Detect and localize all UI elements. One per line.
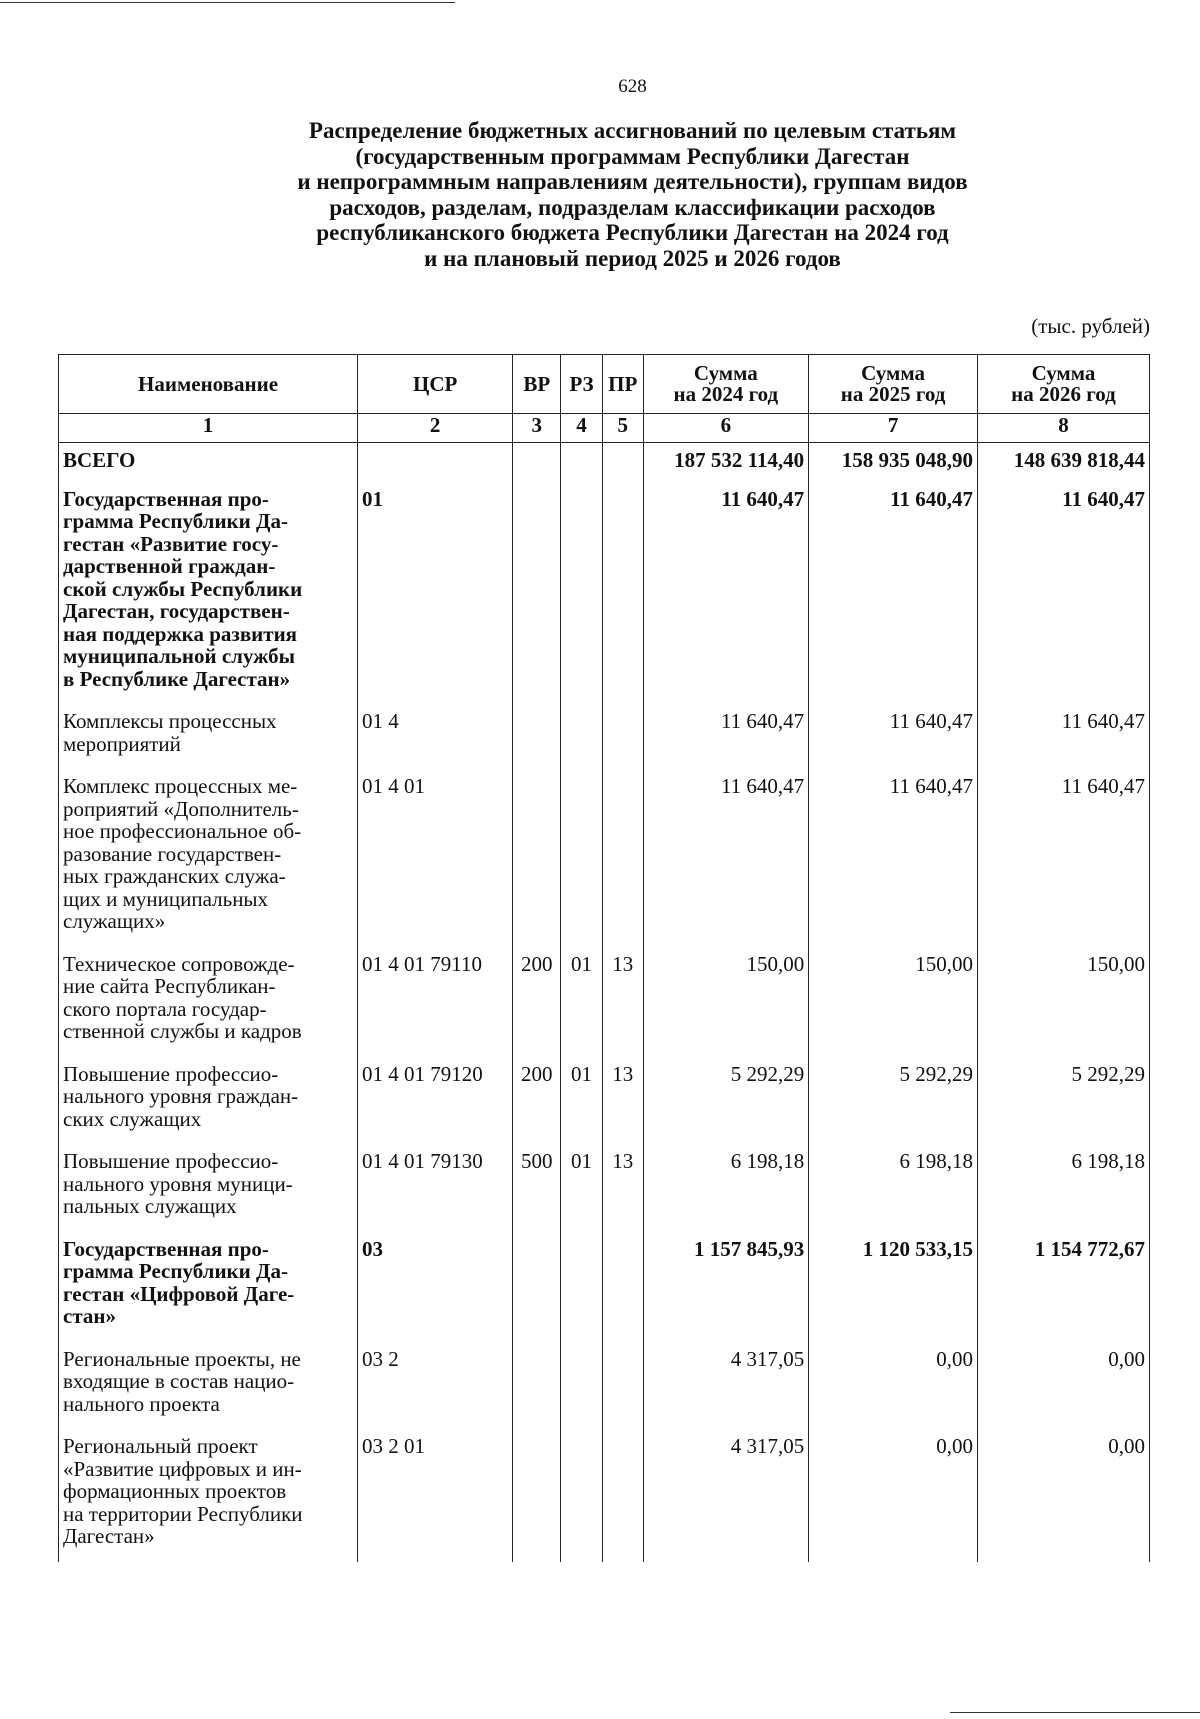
row-name bbox=[59, 1144, 358, 1232]
row-pr bbox=[602, 1232, 643, 1342]
table-row bbox=[59, 482, 1150, 705]
title-line: расходов, разделам, подразделам классификации расходов bbox=[329, 194, 936, 220]
row-sum-2024: 11 640,47 bbox=[643, 769, 809, 947]
row-sum-2025: 11 640,47 bbox=[809, 704, 978, 769]
row-csr: 03 2 01 bbox=[358, 1429, 513, 1562]
row-vr bbox=[513, 1232, 561, 1342]
column-number: 8 bbox=[977, 414, 1149, 443]
row-name bbox=[59, 482, 358, 705]
header-sum-2026-line2: на 2026 год bbox=[1011, 382, 1116, 406]
row-pr bbox=[602, 1429, 643, 1562]
row-name-line: ние сайта Республикан- bbox=[63, 974, 276, 998]
row-name-line: «Развитие цифровых и ин- bbox=[63, 1456, 302, 1481]
row-name-line: Государственная про- bbox=[63, 1236, 269, 1261]
row-sum-2026: 150,00 bbox=[977, 947, 1149, 1057]
row-sum-2025: 6 198,18 bbox=[809, 1144, 978, 1232]
row-sum-2025: 0,00 bbox=[809, 1342, 978, 1430]
row-sum-2024: 150,00 bbox=[643, 947, 809, 1057]
row-rz: 01 bbox=[561, 947, 603, 1057]
row-name-line: служащих» bbox=[63, 909, 166, 933]
header-sum-2025 bbox=[809, 355, 978, 414]
row-rz bbox=[561, 1232, 603, 1342]
row-vr: 200 bbox=[513, 947, 561, 1057]
column-number: 2 bbox=[358, 414, 513, 443]
row-name-line: ского портала государ- bbox=[63, 996, 267, 1021]
column-number: 1 bbox=[59, 414, 358, 443]
title-line: (государственным программам Республики Дагестан bbox=[355, 143, 910, 169]
row-sum-2025: 5 292,29 bbox=[809, 1057, 978, 1145]
header-pr: ПР bbox=[602, 355, 643, 414]
row-name-line: грамма Республики Да- bbox=[63, 509, 288, 533]
row-name-line: Повышение профессио- bbox=[63, 1061, 279, 1086]
row-sum-2025: 150,00 bbox=[809, 947, 978, 1057]
row-name-line: Повышение профессио- bbox=[63, 1149, 279, 1173]
row-name-line: ная поддержка развития bbox=[63, 621, 298, 646]
row-sum-2026: 1 154 772,67 bbox=[977, 1232, 1149, 1342]
title-line: и непрограммным направлениям деятельности), группам видов bbox=[297, 169, 968, 194]
column-number-row bbox=[59, 414, 1150, 443]
row-pr: 13 bbox=[602, 947, 643, 1057]
bottom-edge-rule bbox=[950, 1712, 1200, 1713]
row-pr bbox=[602, 482, 643, 705]
header-sum-2025-line2: на 2025 год bbox=[840, 382, 946, 406]
row-name bbox=[59, 947, 358, 1057]
total-row bbox=[59, 443, 1150, 482]
row-name-line: нального проекта bbox=[63, 1391, 220, 1416]
table-row bbox=[59, 769, 1150, 947]
row-name-line: разование государствен- bbox=[63, 841, 282, 866]
row-name-line: нального уровня граждан- bbox=[63, 1084, 299, 1108]
row-csr: 01 4 01 79130 bbox=[358, 1144, 513, 1232]
budget-table bbox=[58, 354, 1150, 1562]
row-rz bbox=[561, 1342, 603, 1430]
table-row bbox=[59, 704, 1150, 769]
header-vr: ВР bbox=[513, 355, 561, 414]
row-name-line: формационных проектов bbox=[63, 1479, 287, 1503]
column-number: 7 bbox=[809, 414, 978, 443]
table-row bbox=[59, 1232, 1150, 1342]
row-name-line: ственной службы и кадров bbox=[63, 1019, 302, 1043]
row-csr: 03 2 bbox=[358, 1342, 513, 1430]
total-sum-2025: 158 935 048,90 bbox=[809, 443, 978, 482]
row-name bbox=[59, 1429, 358, 1562]
row-pr: 13 bbox=[602, 1057, 643, 1145]
row-name-line: щих и муниципальных bbox=[63, 886, 269, 911]
column-number: 3 bbox=[513, 414, 561, 443]
header-sum-2024 bbox=[643, 355, 809, 414]
header-sum-2026-line1: Сумма bbox=[1031, 361, 1096, 385]
title-line: Распределение бюджетных ассигнований по целевым статьям bbox=[308, 118, 957, 143]
title-line: республиканского бюджета Республики Дагестан на 2024 год bbox=[316, 220, 949, 245]
header-sum-2024-line1: Сумма bbox=[693, 361, 758, 385]
row-name-line: Государственная про- bbox=[63, 486, 269, 511]
row-csr: 01 4 01 bbox=[358, 769, 513, 947]
row-name-line: муниципальной службы bbox=[63, 644, 295, 668]
total-label: ВСЕГО bbox=[59, 443, 358, 482]
row-pr bbox=[602, 704, 643, 769]
row-sum-2025: 0,00 bbox=[809, 1429, 978, 1562]
row-pr bbox=[602, 769, 643, 947]
row-name-line: стан» bbox=[63, 1304, 116, 1328]
row-rz bbox=[561, 482, 603, 705]
row-name-line: входящие в состав нацио- bbox=[63, 1369, 295, 1393]
row-name bbox=[59, 704, 358, 769]
column-number: 6 bbox=[643, 414, 809, 443]
header-name: Наименование bbox=[59, 355, 358, 414]
row-vr bbox=[513, 482, 561, 705]
row-sum-2026: 11 640,47 bbox=[977, 769, 1149, 947]
units-label: (тыс. рублей) bbox=[1031, 314, 1150, 338]
row-sum-2026: 0,00 bbox=[977, 1429, 1149, 1562]
row-rz bbox=[561, 1429, 603, 1562]
header-sum-2024-line2: на 2024 год bbox=[673, 382, 779, 406]
row-name-line: ской службы Республики bbox=[63, 576, 303, 601]
row-vr: 200 bbox=[513, 1057, 561, 1145]
row-name-line: ских служащих bbox=[63, 1106, 202, 1131]
table-row bbox=[59, 1342, 1150, 1430]
row-name-line: на территории Республики bbox=[63, 1501, 303, 1526]
row-vr bbox=[513, 1429, 561, 1562]
row-name-line: мероприятий bbox=[63, 731, 181, 756]
row-sum-2024: 11 640,47 bbox=[643, 482, 809, 705]
row-name-line: гестан «Развитие госу- bbox=[63, 531, 279, 556]
row-name-line: нального уровня муници- bbox=[63, 1171, 293, 1196]
row-name-line: Техническое сопровожде- bbox=[63, 951, 295, 976]
row-name bbox=[59, 769, 358, 947]
row-sum-2024: 6 198,18 bbox=[643, 1144, 809, 1232]
row-vr bbox=[513, 1342, 561, 1430]
row-name-line: гестан «Цифровой Даге- bbox=[63, 1281, 295, 1306]
row-sum-2025: 11 640,47 bbox=[809, 482, 978, 705]
row-sum-2026: 5 292,29 bbox=[977, 1057, 1149, 1145]
row-csr: 01 4 bbox=[358, 704, 513, 769]
row-name-line: пальных служащих bbox=[63, 1194, 237, 1218]
column-number: 4 bbox=[561, 414, 603, 443]
row-vr bbox=[513, 704, 561, 769]
row-pr bbox=[602, 1342, 643, 1430]
row-name-line: Комплекс процессных ме- bbox=[63, 774, 298, 798]
row-name-line: ных гражданских служа- bbox=[63, 864, 286, 888]
row-rz bbox=[561, 704, 603, 769]
row-sum-2026: 6 198,18 bbox=[977, 1144, 1149, 1232]
header-sum-2026 bbox=[977, 355, 1149, 414]
row-name-line: грамма Республики Да- bbox=[63, 1259, 288, 1283]
table-row bbox=[59, 1429, 1150, 1562]
row-name-line: роприятий «Дополнитель- bbox=[63, 796, 299, 821]
row-csr: 01 bbox=[358, 482, 513, 705]
row-name-line: дарственной граждан- bbox=[63, 554, 276, 578]
row-rz: 01 bbox=[561, 1144, 603, 1232]
row-rz: 01 bbox=[561, 1057, 603, 1145]
row-pr: 13 bbox=[602, 1144, 643, 1232]
row-sum-2024: 4 317,05 bbox=[643, 1342, 809, 1430]
row-name bbox=[59, 1232, 358, 1342]
header-rz: РЗ bbox=[561, 355, 603, 414]
total-sum-2026: 148 639 818,44 bbox=[977, 443, 1149, 482]
row-name bbox=[59, 1057, 358, 1145]
header-row bbox=[59, 355, 1150, 414]
total-sum-2024: 187 532 114,40 bbox=[643, 443, 809, 482]
row-name-line: Региональный проект bbox=[63, 1434, 258, 1458]
table-row bbox=[59, 1057, 1150, 1145]
row-name-line: Дагестан, государствен- bbox=[63, 599, 290, 623]
header-sum-2025-line1: Сумма bbox=[861, 361, 925, 385]
row-vr: 500 bbox=[513, 1144, 561, 1232]
row-name-line: в Республике Дагестан» bbox=[63, 666, 291, 691]
document-title bbox=[200, 118, 1065, 271]
row-sum-2026: 0,00 bbox=[977, 1342, 1149, 1430]
column-number: 5 bbox=[602, 414, 643, 443]
row-name bbox=[59, 1342, 358, 1430]
row-csr: 01 4 01 79120 bbox=[358, 1057, 513, 1145]
header-csr: ЦСР bbox=[358, 355, 513, 414]
title-line: и на плановый период 2025 и 2026 годов bbox=[424, 245, 841, 271]
row-sum-2026: 11 640,47 bbox=[977, 482, 1149, 705]
row-name-line: Дагестан» bbox=[63, 1524, 155, 1548]
table-row bbox=[59, 1144, 1150, 1232]
row-sum-2025: 1 120 533,15 bbox=[809, 1232, 978, 1342]
row-sum-2026: 11 640,47 bbox=[977, 704, 1149, 769]
row-sum-2025: 11 640,47 bbox=[809, 769, 978, 947]
row-sum-2024: 4 317,05 bbox=[643, 1429, 809, 1562]
row-csr: 03 bbox=[358, 1232, 513, 1342]
table-row bbox=[59, 947, 1150, 1057]
row-csr: 01 4 01 79110 bbox=[358, 947, 513, 1057]
top-edge-rule bbox=[0, 2, 455, 3]
row-sum-2024: 1 157 845,93 bbox=[643, 1232, 809, 1342]
row-sum-2024: 11 640,47 bbox=[643, 704, 809, 769]
row-name-line: Комплексы процессных bbox=[63, 709, 277, 733]
page-number: 628 bbox=[618, 76, 647, 97]
row-rz bbox=[561, 769, 603, 947]
row-sum-2024: 5 292,29 bbox=[643, 1057, 809, 1145]
row-name-line: ное профессиональное об- bbox=[63, 819, 302, 843]
row-name-line: Региональные проекты, не bbox=[63, 1346, 301, 1371]
row-vr bbox=[513, 769, 561, 947]
